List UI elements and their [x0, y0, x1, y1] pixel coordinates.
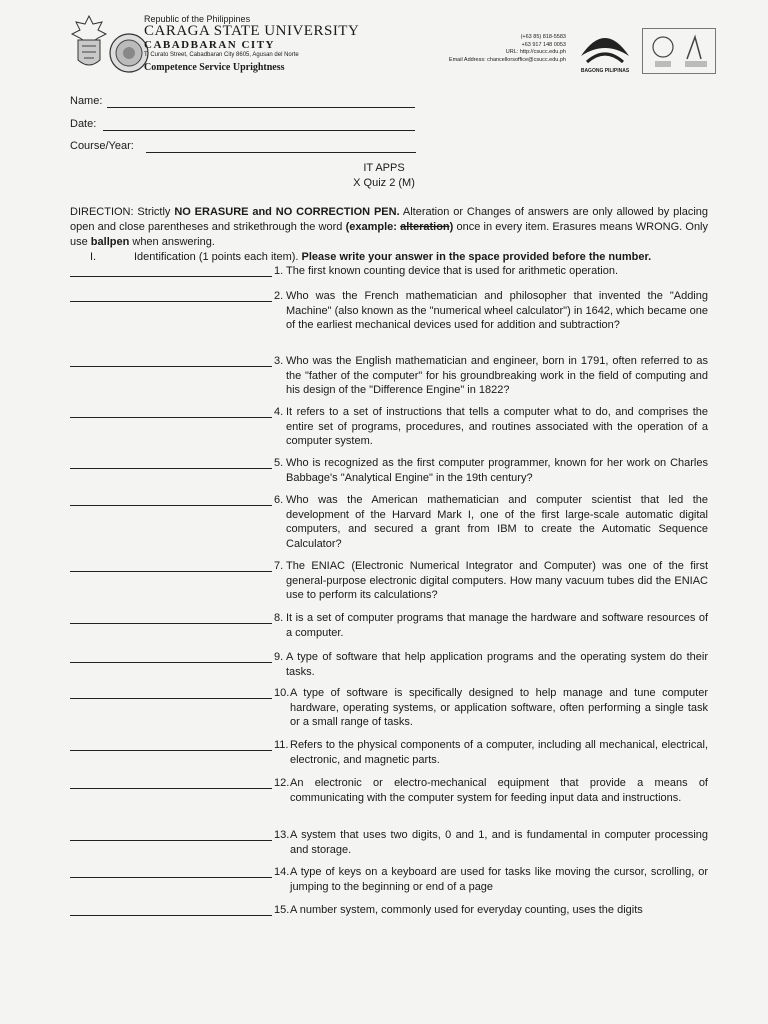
campus-city: CABADBARAN CITY	[144, 39, 275, 51]
item-text: The first known counting device that is used for arithmetic operation.	[286, 265, 619, 277]
section-instruction: Please write your answer in the space provided before the number.	[301, 251, 652, 263]
item-text: A type of software is specifically designed to help manage and tune computer hardware, operating systems, or application software, often performing a single task or a small range of tasks.	[290, 687, 708, 729]
item-text: An electronic or electro-mechanical equipment that provide a means of communicating with the computer system for feeding input data and instructions.	[290, 777, 708, 804]
course-year-line[interactable]	[146, 152, 416, 153]
answer-blank[interactable]	[70, 571, 272, 572]
item-text: Who was the English mathematician and engineer, born in 1791, often referred to as the "father of the computer" for his groundbreaking work in the field of computing and his design of the "Difference Engine" in 1822?	[286, 355, 708, 397]
republic-text: Republic of the Philippines	[144, 14, 251, 24]
name-label: Name:	[70, 95, 103, 107]
ballpen-bold: ballpen	[90, 236, 130, 248]
course-year-field	[70, 140, 134, 152]
answer-blank[interactable]	[70, 301, 272, 302]
item-text: The ENIAC (Electronic Numerical Integrator and Computer) was one of the first general-purpose electronic digital computers. How many vacuum tubes did the ENIAC use to perform its calculations?	[286, 560, 708, 602]
answer-blank[interactable]	[70, 623, 272, 624]
item-text: It is a set of computer programs that manage the hardware and software resources of a computer.	[286, 612, 708, 639]
answer-blank[interactable]	[70, 750, 272, 751]
item-number: 9.	[274, 651, 284, 663]
phone-1: (+63 85) 818-5583	[520, 34, 566, 40]
item-number: 3.	[274, 355, 284, 367]
item-number: 8.	[274, 612, 284, 624]
name-line[interactable]	[107, 107, 415, 108]
certification-logos-icon	[642, 28, 716, 74]
quiz-title: X Quiz 2 (M)	[353, 177, 415, 189]
item-text: A type of software that help application programs and the operating system do their tasks.	[286, 651, 708, 678]
date-line[interactable]	[103, 130, 415, 131]
item-text: Who was the French mathematician and philosopher that invented the "Adding Machine" (also known as the "numerical wheel calculator") in 1642, which became one of the earliest mechanical devices used for addition and subtraction?	[286, 290, 708, 332]
item-number: 2.	[274, 290, 284, 302]
section-title: Identification (1 points each item).	[134, 251, 302, 263]
contact-info	[426, 34, 566, 64]
website-url: URL: http://csucc.edu.ph	[505, 49, 566, 55]
name-field	[70, 95, 102, 107]
university-block	[144, 14, 444, 75]
university-motto: Competence Service Uprightness	[144, 62, 285, 73]
answer-blank[interactable]	[70, 840, 272, 841]
item-text: It refers to a set of instructions that tells a computer what to do, and comprises the entire set of programs, procedures, and routines associated with the operation of a computer system.	[286, 406, 708, 448]
direction-paragraph	[70, 205, 708, 250]
item-number: 12.	[274, 777, 290, 789]
item-number: 5.	[274, 457, 284, 469]
answer-blank[interactable]	[70, 877, 272, 878]
answer-blank[interactable]	[70, 276, 272, 277]
answer-blank[interactable]	[70, 915, 272, 916]
university-name: CARAGA STATE UNIVERSITY	[144, 23, 360, 39]
date-label: Date:	[70, 118, 97, 130]
item-number: 10.	[274, 687, 290, 699]
item-number: 1.	[274, 265, 284, 277]
example-label: (example:	[345, 221, 401, 233]
answer-blank[interactable]	[70, 505, 272, 506]
section-header	[90, 250, 710, 264]
answer-blank[interactable]	[70, 662, 272, 663]
direction-text: when answering.	[129, 236, 215, 248]
answer-blank[interactable]	[70, 366, 272, 367]
item-text: Refers to the physical components of a computer, including all mechanical, electrical, electronic, and magnetic parts.	[290, 739, 708, 766]
university-seal-icon	[70, 14, 108, 74]
item-number: 14.	[274, 866, 290, 878]
direction-example	[346, 221, 454, 233]
item-text: A system that uses two digits, 0 and 1, and is fundamental in computer processing and storage.	[290, 829, 708, 856]
direction-text: DIRECTION: Strictly	[70, 206, 175, 218]
example-close: )	[449, 221, 454, 233]
answer-blank[interactable]	[70, 468, 272, 469]
phone-2: +63 917 148 0053	[521, 41, 566, 48]
date-field	[70, 118, 96, 130]
direction-text: once in every item. Erasures means WRONG. Only use	[70, 221, 708, 248]
item-number: 6.	[274, 494, 284, 506]
answer-blank[interactable]	[70, 788, 272, 789]
item-text: Who was the American mathematician and computer scientist that led the development of the Harvard Mark I, one of the first large-scale automatic digital computers, and secured a grant from IBM to create the Automatic Sequence Calculator?	[286, 494, 708, 550]
item-text: A type of keys on a keyboard are used for tasks like moving the cursor, scrolling, or jumping to the beginning or end of a page	[290, 866, 708, 893]
direction-text: Alteration or Changes of answers are only allowed by placing open and close parentheses and strikethrough the word	[70, 206, 708, 233]
bagong-pilipinas-text: BAGONG PILIPINAS	[580, 68, 630, 74]
subject-title: IT APPS	[363, 162, 405, 174]
section-roman: I.	[90, 251, 97, 263]
answer-blank[interactable]	[70, 417, 272, 418]
item-number: 11.	[274, 739, 289, 751]
strikethrough-example: alteration	[400, 221, 450, 233]
answer-blank[interactable]	[70, 698, 272, 699]
direction-bold: NO ERASURE and NO CORRECTION PEN.	[174, 206, 400, 218]
email-address: Email Address: chancellorsoffice@csucc.edu.ph	[448, 56, 566, 63]
item-number: 15.	[274, 904, 290, 916]
item-text: A number system, commonly used for everyday counting, uses the digits	[290, 904, 643, 916]
item-number: 4.	[274, 406, 284, 418]
item-number: 13.	[274, 829, 290, 841]
university-address: T. Curato Street, Cabadbaran City 8605, Agusan del Norte	[144, 52, 299, 58]
letterhead	[70, 12, 750, 80]
bagong-pilipinas-logo-icon	[575, 26, 635, 68]
item-number: 7.	[274, 560, 284, 572]
item-text: Who is recognized as the first computer programmer, known for her work on Charles Babbage's "Analytical Engine" in the 19th century?	[286, 457, 708, 484]
course-year-label: Course/Year:	[70, 140, 134, 152]
